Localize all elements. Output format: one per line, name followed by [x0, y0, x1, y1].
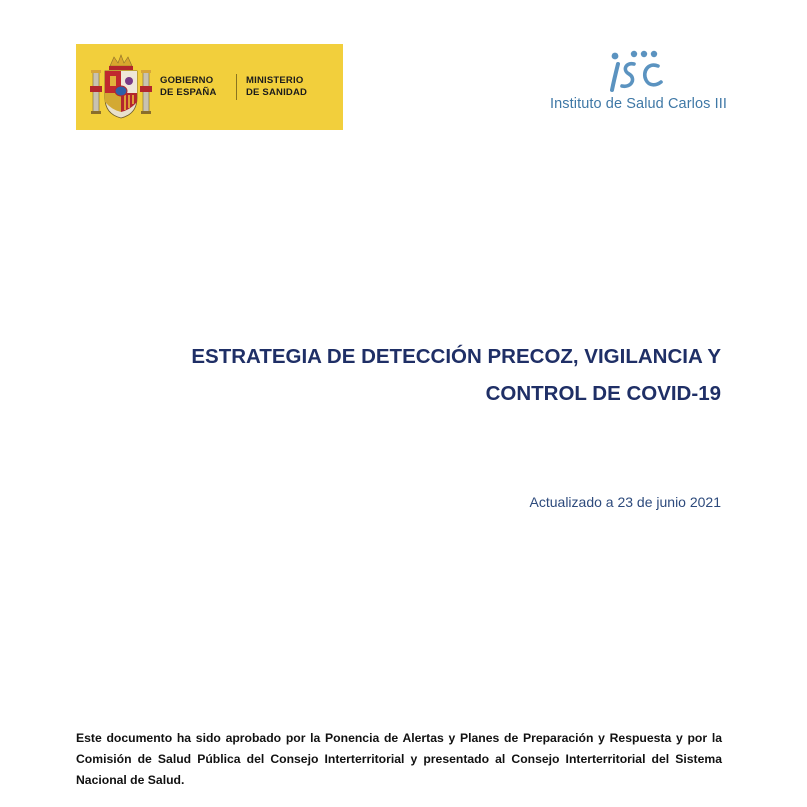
government-name	[160, 75, 217, 99]
ministry-line-1: MINISTERIO	[246, 75, 304, 86]
institute-name: Instituto de Salud Carlos III	[550, 96, 727, 112]
government-banner	[76, 44, 343, 130]
banner-divider	[236, 74, 237, 100]
title-line-1: ESTRATEGIA DE DETECCIÓN PRECOZ, VIGILANCIA Y	[191, 345, 721, 368]
government-line-1: GOBIERNO	[160, 75, 214, 86]
approval-note: Este documento ha sido aprobado por la Ponencia de Alertas y Planes de Preparación y Respuesta y por la Comisión de Salud Pública del Consejo Interterritorial y presentado al Consejo Interterritorial del Sistema Nacional de Salud.	[76, 731, 722, 787]
government-line-2: DE ESPAÑA	[160, 87, 217, 98]
title-line-2: CONTROL DE COVID-19	[485, 382, 721, 405]
updated-date: Actualizado a 23 de junio 2021	[529, 494, 721, 510]
ministry-name	[246, 75, 307, 99]
document-title	[161, 338, 721, 412]
ministry-line-2: DE SANIDAD	[246, 87, 308, 98]
coat-of-arms-icon	[90, 52, 152, 122]
isciii-logo-icon	[604, 50, 670, 94]
institute-logo	[548, 46, 728, 116]
